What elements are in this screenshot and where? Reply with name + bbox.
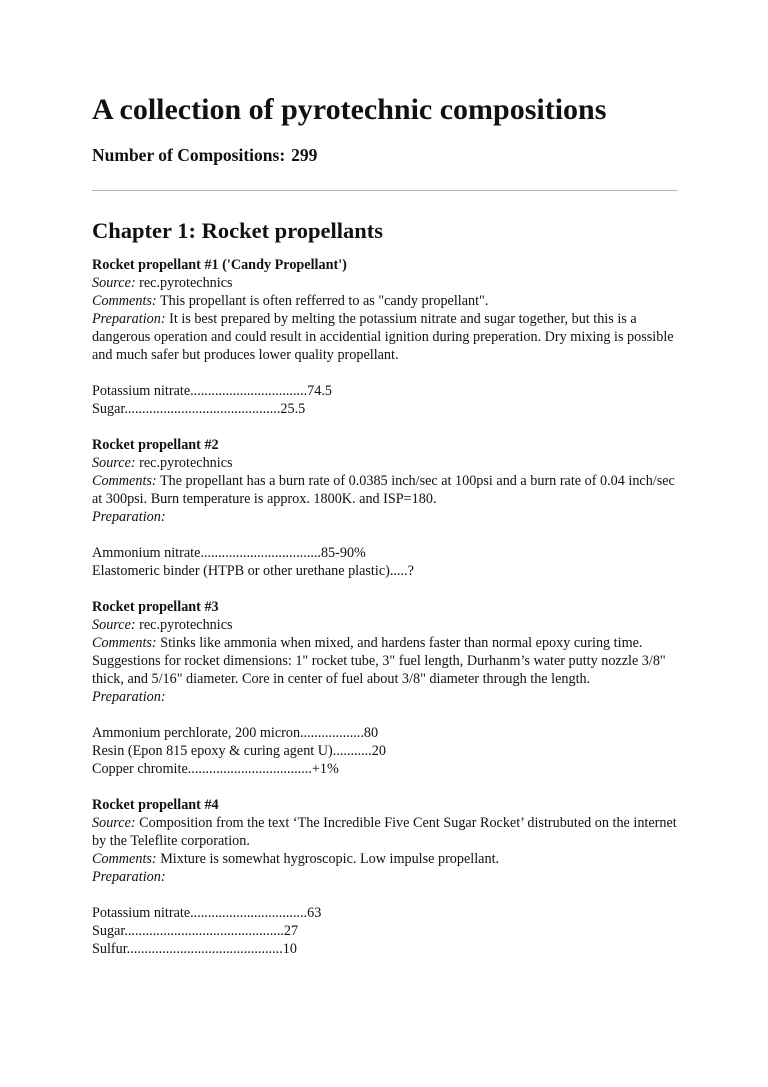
ingredient-line: Ammonium perchlorate, 200 micron..................80 xyxy=(92,725,379,741)
recipe-source xyxy=(92,616,678,634)
recipe-comments xyxy=(92,472,678,508)
ingredient-line: Elastomeric binder (HTPB or other urethane plastic).....? xyxy=(92,563,414,579)
ingredient-line: Resin (Epon 815 epoxy & curing agent U)...........20 xyxy=(92,743,386,759)
recipe-comments xyxy=(92,634,678,688)
divider xyxy=(92,190,678,191)
ingredient-line: Sulfur............................................10 xyxy=(92,941,297,957)
document-page xyxy=(92,92,678,976)
source-value: Composition from the text ‘The Incredible Five Cent Sugar Rocket’ distrubuted on the internet by the Teleflite corporation. xyxy=(92,815,677,849)
source-label: Source: xyxy=(92,455,136,471)
recipe-comments xyxy=(92,850,678,868)
count-value: 299 xyxy=(291,145,318,165)
ingredient-line: Ammonium nitrate..................................85-90% xyxy=(92,545,366,561)
recipe-preparation xyxy=(92,688,678,706)
preparation-value: It is best prepared by melting the potassium nitrate and sugar together, but this is a dangerous operation and could result in accidential ignition during preperation. Dry mixing is possible and much safer but produces lower quality propellant. xyxy=(92,311,674,363)
count-label: Number of Compositions: xyxy=(92,145,286,165)
ingredient-line: Sugar.............................................27 xyxy=(92,923,299,939)
document-title: A collection of pyrotechnic compositions xyxy=(92,93,607,126)
source-label: Source: xyxy=(92,275,136,291)
recipe-source xyxy=(92,454,678,472)
preparation-label: Preparation: xyxy=(92,689,166,705)
recipe xyxy=(92,598,678,778)
comments-label: Comments: xyxy=(92,635,157,651)
comments-label: Comments: xyxy=(92,293,157,309)
source-value: rec.pyrotechnics xyxy=(139,617,233,633)
chapter-title: Chapter 1: Rocket propellants xyxy=(92,218,384,243)
recipe-title: Rocket propellant #1 ('Candy Propellant') xyxy=(92,257,347,273)
comments-value: Stinks like ammonia when mixed, and hardens faster than normal epoxy curing time. Suggestions for rocket dimensions: 1" rocket tube, 3" fuel length, Durhanm’s water putty nozzle 3/8" thick, and 5/16" diameter. Core in center of fuel about 3/8" diameter through the length. xyxy=(92,635,666,687)
comments-label: Comments: xyxy=(92,473,157,489)
recipe-title: Rocket propellant #3 xyxy=(92,599,219,615)
recipe-title: Rocket propellant #4 xyxy=(92,797,219,813)
recipe-comments xyxy=(92,292,678,310)
recipe-title: Rocket propellant #2 xyxy=(92,437,219,453)
ingredient-line: Potassium nitrate.................................63 xyxy=(92,905,322,921)
recipe-source xyxy=(92,814,678,850)
ingredient-line: Sugar............................................25.5 xyxy=(92,401,306,417)
recipe-source xyxy=(92,274,678,292)
preparation-label: Preparation: xyxy=(92,509,166,525)
recipe-preparation xyxy=(92,508,678,526)
recipe xyxy=(92,796,678,958)
ingredient-line: Copper chromite...................................+1% xyxy=(92,761,339,777)
source-label: Source: xyxy=(92,815,136,831)
preparation-label: Preparation: xyxy=(92,869,166,885)
comments-value: This propellant is often refferred to as "candy propellant". xyxy=(159,293,489,309)
recipe-preparation xyxy=(92,868,678,886)
source-value: rec.pyrotechnics xyxy=(139,275,233,291)
recipe xyxy=(92,256,678,418)
comments-value: The propellant has a burn rate of 0.0385 inch/sec at 100psi and a burn rate of 0.04 inch/sec at 300psi. Burn temperature is approx. 1800K. and ISP=180. xyxy=(92,473,675,507)
source-label: Source: xyxy=(92,617,136,633)
ingredient-line: Potassium nitrate.................................74.5 xyxy=(92,383,332,399)
comments-value: Mixture is somewhat hygroscopic. Low impulse propellant. xyxy=(160,851,500,867)
recipe xyxy=(92,436,678,580)
composition-count xyxy=(92,144,678,166)
recipe-preparation xyxy=(92,310,678,364)
preparation-label: Preparation: xyxy=(92,311,166,327)
source-value: rec.pyrotechnics xyxy=(139,455,233,471)
recipe-list xyxy=(92,256,678,958)
comments-label: Comments: xyxy=(92,851,157,867)
